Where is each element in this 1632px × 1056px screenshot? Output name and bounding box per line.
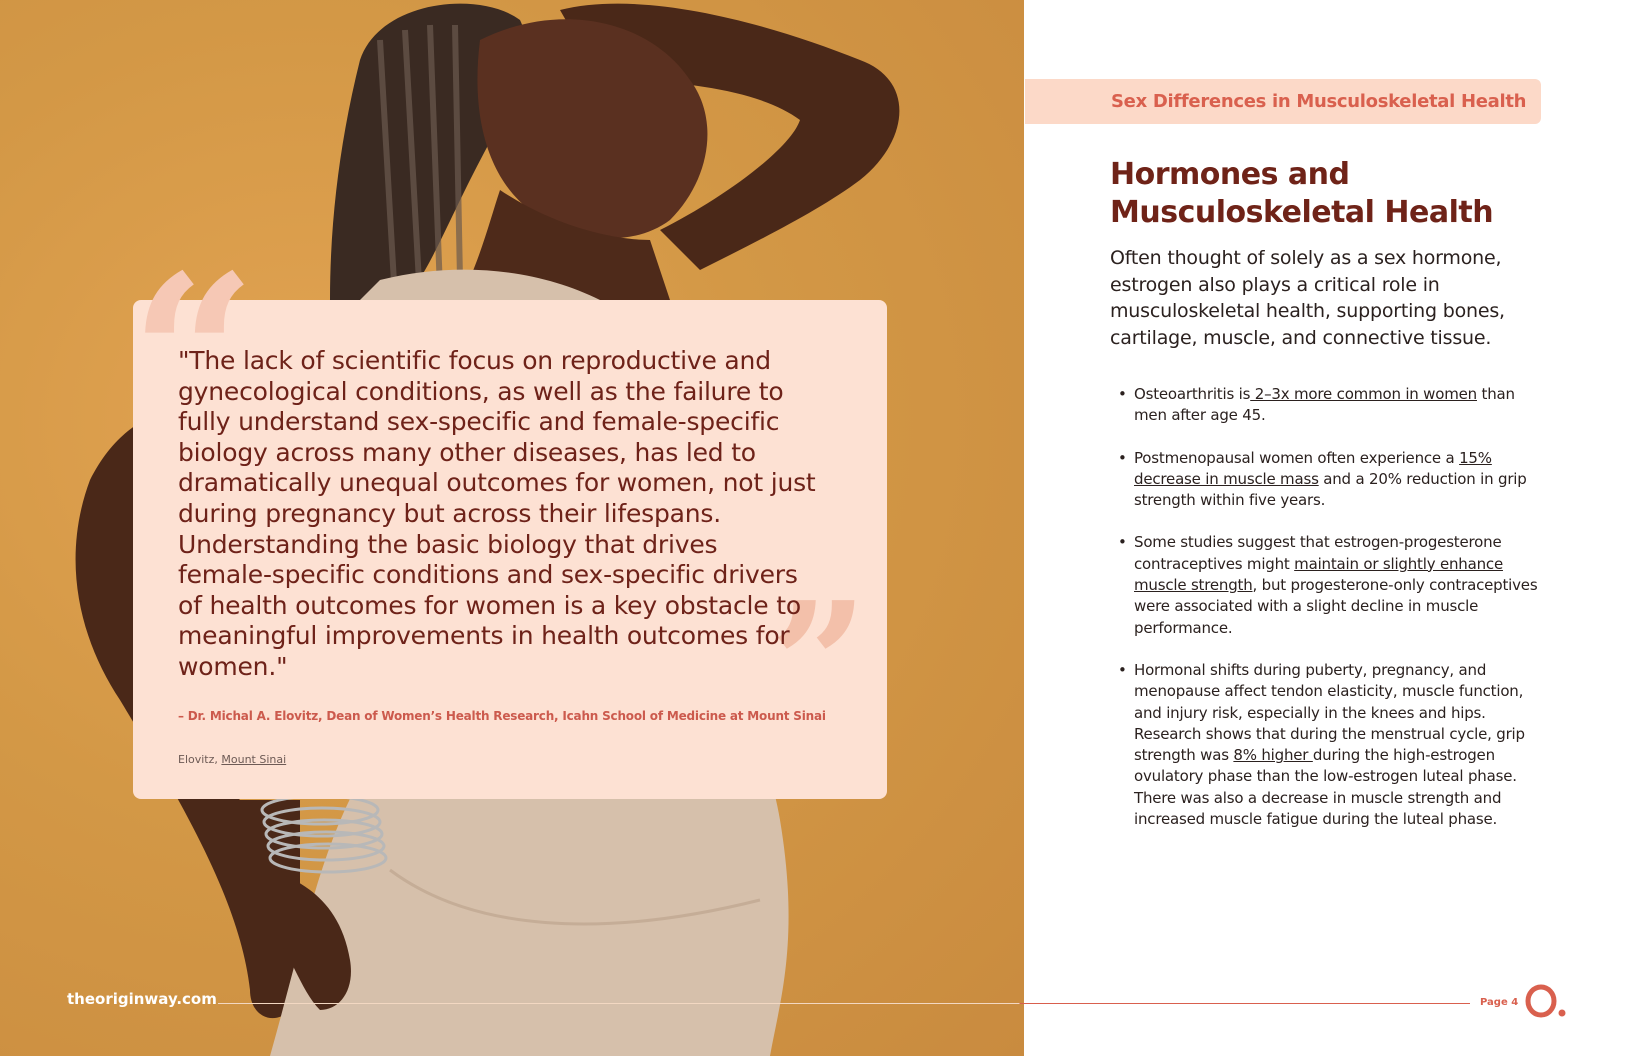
bullet-item	[1110, 448, 1550, 512]
mount-sinai-link[interactable]: Mount Sinai	[221, 753, 287, 766]
bullet-item	[1110, 660, 1550, 830]
bullet-text: , but progesterone-only contraceptives were associated with a slight decline in muscle performance.	[1134, 576, 1538, 637]
bullet-text: than men after age 45.	[1134, 385, 1515, 425]
citation-link[interactable]: 8% higher	[1233, 746, 1313, 765]
bullet-text: Osteoarthritis is	[1134, 385, 1251, 403]
bullet-text: during the high-estrogen ovulatory phase than the low-estrogen luteal phase. There was also a decrease in muscle strength and increased muscle fatigue during the luteal phase.	[1134, 746, 1517, 829]
bullet-item	[1110, 532, 1550, 638]
bullet-item	[1110, 384, 1550, 427]
bullet-text: Some studies suggest that estrogen-progesterone contraceptives might	[1134, 533, 1502, 573]
close-quote-icon: ”	[770, 565, 868, 765]
origin-logo-icon	[1524, 984, 1568, 1018]
open-quote-icon: “	[130, 226, 257, 485]
footer-divider	[218, 1003, 1470, 1004]
quote-attribution: – Dr. Michal A. Elovitz, Dean of Women’s Health Research, Icahn School of Medicine at Mount Sinai	[178, 709, 826, 723]
quote-source	[178, 753, 578, 766]
bullet-text: Hormonal shifts during puberty, pregnancy, and menopause affect tendon elasticity, muscle function, and injury risk, especially in the knees and hips. Research shows that during the menstrual cycle, grip strength was	[1134, 660, 1525, 765]
page-number: Page 4	[1480, 997, 1519, 1008]
bullet-text: and a 20% reduction in grip strength within five years.	[1134, 469, 1527, 510]
section-banner-label: Sex Differences in Musculoskeletal Health	[1111, 91, 1527, 112]
quote-source-prefix: Elovitz,	[178, 753, 222, 766]
citation-link[interactable]: maintain or slightly enhance muscle strength	[1134, 554, 1503, 595]
footer-website-link[interactable]: theoriginway.com	[67, 990, 217, 1008]
section-banner	[1025, 79, 1541, 124]
bullet-text: Postmenopausal women often experience a	[1134, 448, 1460, 467]
lead-paragraph: Often thought of solely as a sex hormone, estrogen also plays a critical role in musculoskeletal health, supporting bones, cartilage, muscle, and connective tissue.	[1110, 247, 1505, 349]
pull-quote: "The lack of scientific focus on reproductive and gynecological conditions, as well as the failure to fully understand sex-specific and female-specific biology across many other diseases, has led to dramatically unequal outcomes for women, not just during pregnancy but across their lifespans. Understanding the basic biology that drives female-specific conditions and sex-specific drivers of health outcomes for women is a key obstacle to meaningful improvements in health outcomes for women."	[178, 346, 816, 681]
citation-link[interactable]: 15% decrease in muscle mass	[1134, 448, 1492, 488]
page-title: Hormones and Musculoskeletal Health	[1110, 157, 1494, 230]
citation-link[interactable]: 2–3x more common in women	[1250, 385, 1477, 403]
bullet-list	[1110, 384, 1550, 851]
